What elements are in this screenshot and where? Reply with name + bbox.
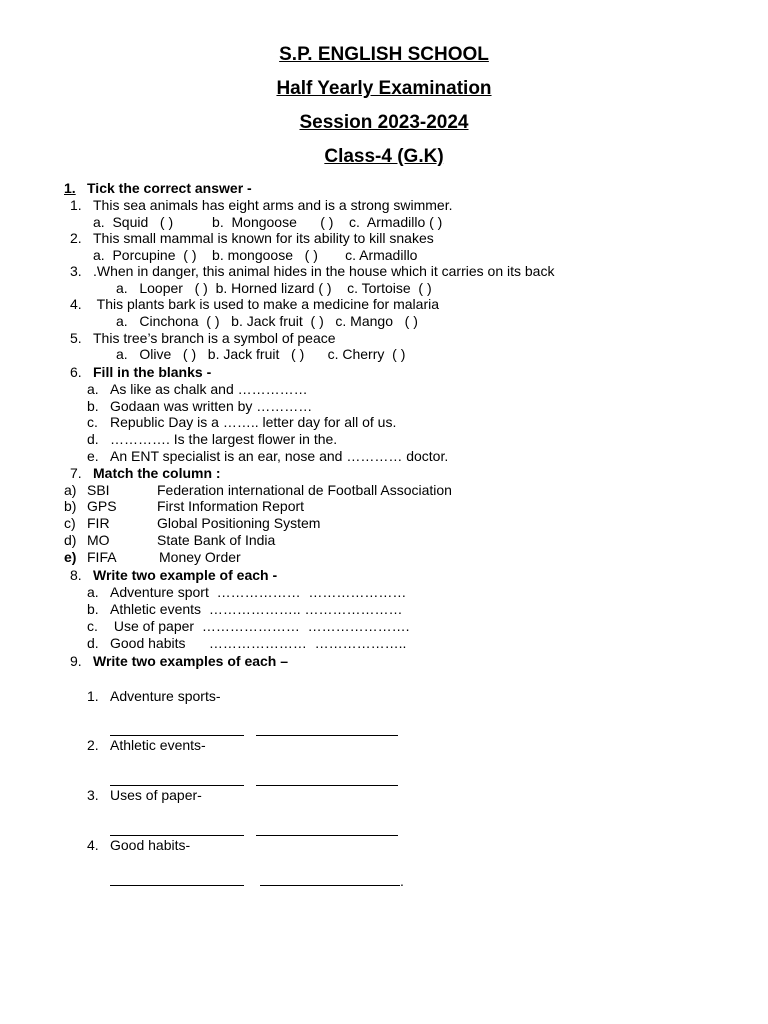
q1-item-number: 3. <box>70 263 82 279</box>
school-name: S.P. ENGLISH SCHOOL <box>279 44 489 65</box>
q1-item-number: 1. <box>70 197 82 213</box>
match-row-letter: b) <box>64 498 77 514</box>
q6-item-letter: c. <box>87 414 98 430</box>
q1-item-number: 4. <box>70 296 82 312</box>
answer-line <box>110 835 244 836</box>
q9-number: 9. <box>70 653 82 669</box>
answer-line <box>110 735 244 736</box>
q8-item-letter: c. <box>87 618 98 634</box>
class-title: Class-4 (G.K) <box>324 146 444 167</box>
q7-number: 7. <box>70 465 82 481</box>
match-row-left: FIFA <box>87 549 117 565</box>
match-row-right: State Bank of India <box>157 532 276 548</box>
q6-item-letter: b. <box>87 398 99 414</box>
q8-item-text: Athletic events ……………….. ………………… <box>110 601 403 617</box>
q8-item-text: Adventure sport ……………… ………………… <box>110 584 407 600</box>
q6-item-text: As like as chalk and …………… <box>110 381 308 397</box>
q9-title: Write two examples of each – <box>93 653 289 669</box>
q9-item-text: Good habits- <box>110 837 191 853</box>
match-row-letter: e) <box>64 549 77 565</box>
q6-item-letter: a. <box>87 381 99 397</box>
q9-item-number: 1. <box>87 688 99 704</box>
q1-item-text: This sea animals has eight arms and is a strong swimmer. <box>93 197 453 213</box>
q1-title: Tick the correct answer - <box>87 180 252 196</box>
q6-item-letter: d. <box>87 431 99 447</box>
answer-line <box>256 785 398 786</box>
match-row-left: MO <box>87 532 110 548</box>
match-row-left: GPS <box>87 498 117 514</box>
q1-item-number: 5. <box>70 330 82 346</box>
match-row-right: Global Positioning System <box>157 515 321 531</box>
q1-item-options: a. Looper ( ) b. Horned lizard ( ) c. Tortoise ( ) <box>116 280 432 296</box>
q9-item-number: 4. <box>87 837 99 853</box>
match-row-left: SBI <box>87 482 110 498</box>
q1-item-text: .When in danger, this animal hides in the house which it carries on its back <box>93 263 555 279</box>
q8-item-letter: a. <box>87 584 99 600</box>
match-row-letter: a) <box>64 482 77 498</box>
trailing-period: . <box>400 873 404 889</box>
q9-item-number: 2. <box>87 737 99 753</box>
match-row-letter: d) <box>64 532 77 548</box>
q7-title: Match the column : <box>93 465 221 481</box>
q1-item-options: a. Squid ( ) b. Mongoose ( ) c. Armadillo ( ) <box>93 214 443 230</box>
q1-item-text: This plants bark is used to make a medicine for malaria <box>93 296 440 312</box>
q1-item-text: This small mammal is known for its ability to kill snakes <box>93 230 434 246</box>
q6-item-letter: e. <box>87 448 99 464</box>
q8-item-letter: d. <box>87 635 99 651</box>
q1-item-options: a. Porcupine ( ) b. mongoose ( ) c. Armadillo <box>93 247 418 263</box>
session-title: Session 2023-2024 <box>299 112 469 133</box>
match-row-letter: c) <box>64 515 76 531</box>
q9-item-text: Adventure sports- <box>110 688 221 704</box>
q1-item-text: This tree’s branch is a symbol of peace <box>93 330 336 346</box>
q1-item-options: a. Cinchona ( ) b. Jack fruit ( ) c. Mango ( ) <box>116 313 418 329</box>
match-row-left: FIR <box>87 515 110 531</box>
answer-line <box>256 835 398 836</box>
q6-item-text: Republic Day is a …….. letter day for all of us. <box>110 414 397 430</box>
answer-line <box>256 735 398 736</box>
q1-number: 1. <box>64 180 76 196</box>
q8-number: 8. <box>70 567 82 583</box>
answer-line <box>110 785 244 786</box>
q6-number: 6. <box>70 364 82 380</box>
q6-item-text: …………. Is the largest flower in the. <box>110 431 338 447</box>
q8-title: Write two example of each - <box>93 567 278 583</box>
q8-item-text: Good habits ………………… ……………….. <box>110 635 407 651</box>
match-row-right: First Information Report <box>157 498 305 514</box>
q8-item-letter: b. <box>87 601 99 617</box>
answer-line <box>260 885 400 886</box>
q9-item-number: 3. <box>87 787 99 803</box>
q8-item-text: Use of paper ………………… …………………. <box>110 618 410 634</box>
q1-item-number: 2. <box>70 230 82 246</box>
q6-item-text: Godaan was written by ………… <box>110 398 313 414</box>
match-row-right: Federation international de Football Association <box>157 482 452 498</box>
q6-title: Fill in the blanks - <box>93 364 212 380</box>
q6-item-text: An ENT specialist is an ear, nose and ………… doctor. <box>110 448 449 464</box>
q9-item-text: Athletic events- <box>110 737 206 753</box>
q9-item-text: Uses of paper- <box>110 787 202 803</box>
answer-line <box>110 885 244 886</box>
q1-item-options: a. Olive ( ) b. Jack fruit ( ) c. Cherry ( ) <box>116 346 406 362</box>
match-row-right: Money Order <box>159 549 241 565</box>
exam-title: Half Yearly Examination <box>276 78 492 99</box>
